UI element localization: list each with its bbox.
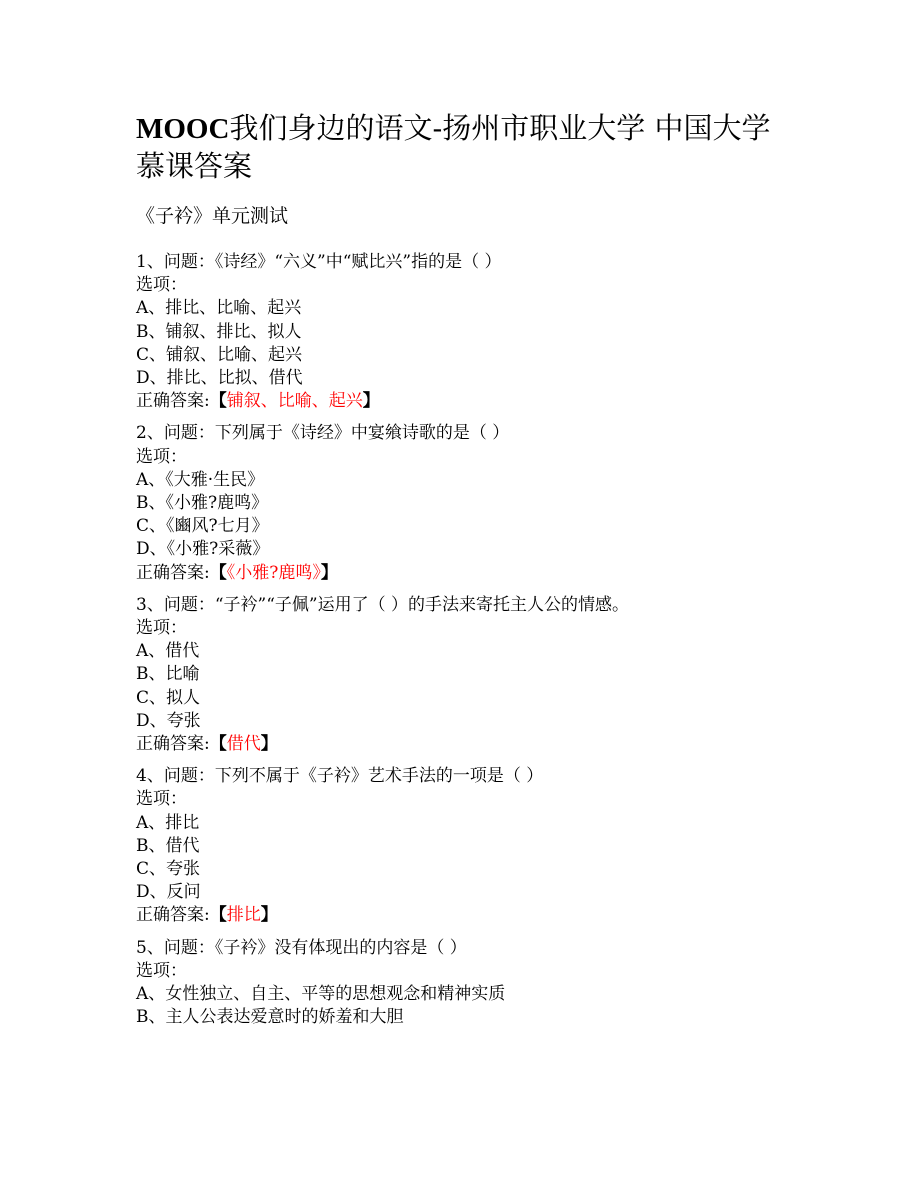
answer-label: 正确答案: (136, 391, 210, 412)
option-item: B、比喻 (136, 664, 200, 685)
options-label: 选项： (136, 446, 187, 467)
option-item: A、排比、比喻、起兴 (136, 298, 302, 319)
answer-line (136, 390, 796, 413)
option-item: C、夸张 (136, 859, 201, 880)
bracket-close: 】 (260, 734, 278, 755)
bracket-close: 】 (260, 905, 278, 926)
option-item: C、拟人 (136, 687, 201, 708)
answer-text: 《小雅?鹿鸣》 (226, 562, 321, 583)
bracket-open: 【 (209, 562, 227, 583)
answer-line (136, 562, 796, 585)
option-item: B、借代 (136, 835, 200, 856)
question-text: 1、问题：《诗经》“六义”中“赋比兴”指的是（ ） (136, 252, 502, 272)
answer-label: 正确答案: (136, 734, 210, 755)
question-text: 3、问题：“子衿”“子佩”运用了（ ）的手法来寄托主人公的情感。 (136, 594, 629, 615)
bracket-open: 【 (209, 905, 227, 926)
question-list (136, 251, 796, 1039)
answer-text: 借代 (226, 734, 261, 755)
answer-text: 排比 (226, 905, 261, 926)
answer-text: 铺叙、比喻、起兴 (226, 391, 363, 412)
question-block (136, 765, 796, 927)
options-label: 选项： (136, 789, 187, 810)
title-bold: MOOC (136, 113, 230, 145)
answer-line (136, 733, 796, 756)
options-label: 选项： (136, 960, 187, 981)
option-item: C、《豳风?七月》 (136, 516, 269, 537)
option-item: B、铺叙、排比、拟人 (136, 321, 302, 342)
question-block (136, 594, 796, 756)
option-item: A、借代 (136, 641, 200, 662)
bracket-open: 【 (209, 734, 227, 755)
answer-label: 正确答案: (136, 562, 210, 583)
option-item: A、排比 (136, 812, 200, 833)
question-text: 2、问题：下列属于《诗经》中宴飨诗歌的是（ ） (136, 423, 510, 444)
question-block (136, 937, 796, 1030)
answer-label: 正确答案: (136, 905, 210, 926)
answer-line (136, 904, 796, 927)
option-item: A、《大雅·生民》 (136, 469, 265, 490)
option-item: D、反问 (136, 882, 201, 903)
option-item: C、铺叙、比喻、起兴 (136, 344, 303, 365)
options-label: 选项： (136, 618, 187, 639)
option-item: B、《小雅?鹿鸣》 (136, 493, 269, 514)
option-item: D、排比、比拟、借代 (136, 368, 303, 389)
options-label: 选项： (136, 275, 187, 296)
document-page (136, 110, 796, 1028)
bracket-open: 【 (209, 391, 227, 412)
title-rest: 我们身边的语文-扬州市职业大学 中国大学慕课答案 (136, 111, 771, 183)
question-block (136, 251, 796, 413)
question-text: 4、问题：下列不属于《子衿》艺术手法的一项是（ ） (136, 766, 544, 787)
question-text: 5、问题：《子衿》没有体现出的内容是（ ） (136, 937, 467, 958)
question-block (136, 422, 796, 584)
bracket-close: 】 (362, 391, 380, 412)
section-heading: 《子衿》单元测试 (136, 205, 289, 227)
option-item: A、女性独立、自主、平等的思想观念和精神实质 (136, 984, 506, 1005)
option-item: B、主人公表达爱意时的娇羞和大胆 (136, 1007, 404, 1028)
option-item: D、《小雅?采薇》 (136, 539, 270, 560)
bracket-close: 】 (320, 562, 338, 583)
document-title (136, 110, 796, 185)
option-item: D、夸张 (136, 710, 201, 731)
